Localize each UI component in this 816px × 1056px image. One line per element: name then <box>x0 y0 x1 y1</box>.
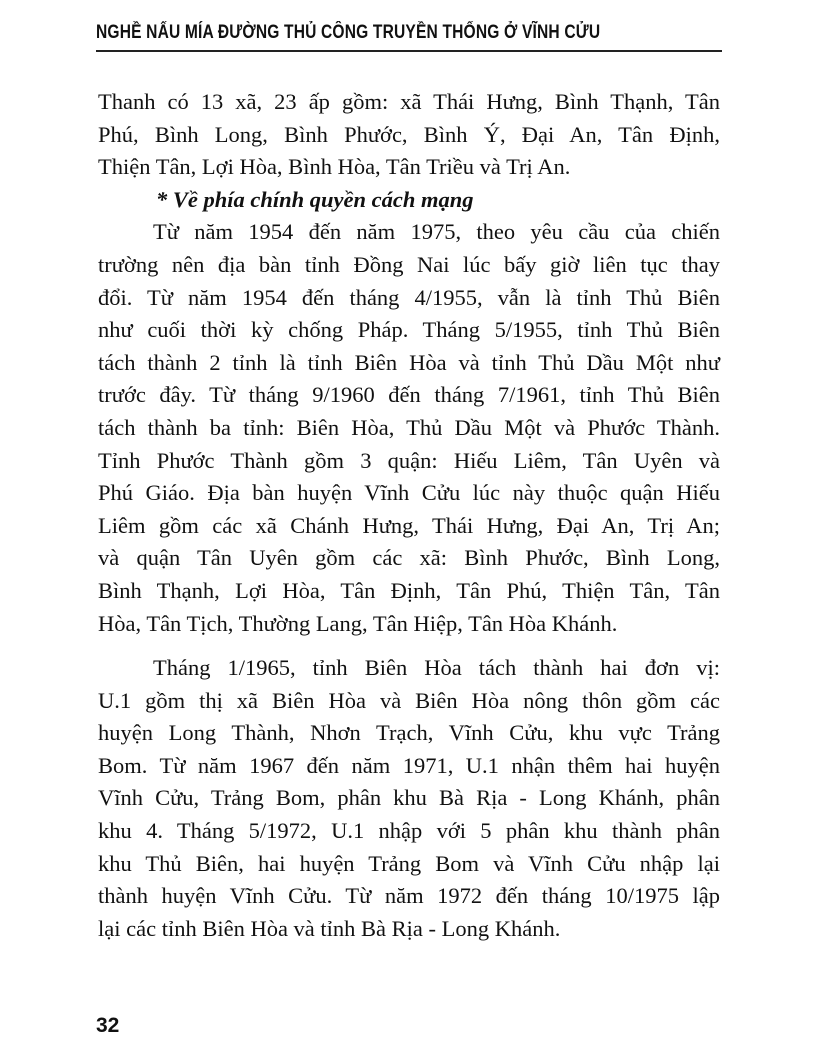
text-line: trường nên địa bàn tỉnh Đồng Nai lúc bấy giờ liên tục thay <box>98 251 720 277</box>
paragraph-gap <box>98 640 720 652</box>
running-header-title: NGHỀ NẤU MÍA ĐƯỜNG THỦ CÔNG TRUYỀN THỐNG Ở VĨNH CỬU <box>96 22 601 43</box>
text-line: khu 4. Tháng 5/1972, U.1 nhập với 5 phân khu thành phân <box>98 818 720 844</box>
text-line: Từ năm 1954 đến năm 1975, theo yêu cầu của chiến <box>153 219 720 245</box>
text-line: tách thành 2 tỉnh là tỉnh Biên Hòa và tỉnh Thủ Dầu Một như <box>98 349 720 375</box>
text-line: khu Thủ Biên, hai huyện Trảng Bom và Vĩnh Cửu nhập lại <box>98 850 720 876</box>
page-body <box>98 86 720 945</box>
text-line: thành huyện Vĩnh Cửu. Từ năm 1972 đến tháng 10/1975 lập <box>98 883 720 909</box>
text-line: Tháng 1/1965, tỉnh Biên Hòa tách thành hai đơn vị: <box>153 655 720 681</box>
section-subheading: * Về phía chính quyền cách mạng <box>156 186 474 212</box>
text-line: và quận Tân Uyên gồm các xã: Bình Phước, Bình Long, <box>98 545 720 571</box>
text-line: huyện Long Thành, Nhơn Trạch, Vĩnh Cửu, khu vực Trảng <box>98 720 720 746</box>
text-line: đổi. Từ năm 1954 đến tháng 4/1955, vẫn là tỉnh Thủ Biên <box>98 284 720 310</box>
paragraph-continuation <box>98 86 720 184</box>
text-line: Phú, Bình Long, Bình Phước, Bình Ý, Đại An, Tân Định, <box>98 121 720 147</box>
paragraph-revolutionary-government <box>98 216 720 640</box>
page-number: 32 <box>96 1014 120 1037</box>
text-line: trước đây. Từ tháng 9/1960 đến tháng 7/1961, tỉnh Thủ Biên <box>98 382 720 408</box>
text-line: lại các tỉnh Biên Hòa và tỉnh Bà Rịa - Long Khánh. <box>98 915 561 941</box>
text-line: U.1 gồm thị xã Biên Hòa và Biên Hòa nông thôn gồm các <box>98 687 720 713</box>
text-line: tách thành ba tỉnh: Biên Hòa, Thủ Dầu Một và Phước Thành. <box>98 414 720 440</box>
text-line: Tỉnh Phước Thành gồm 3 quận: Hiếu Liêm, Tân Uyên và <box>98 447 720 473</box>
header-divider <box>96 50 722 52</box>
paragraph-bien-hoa-split <box>98 652 720 945</box>
text-line: Bom. Từ năm 1967 đến năm 1971, U.1 nhận thêm hai huyện <box>98 752 720 778</box>
text-line: Thiện Tân, Lợi Hòa, Bình Hòa, Tân Triều và Trị An. <box>98 154 571 180</box>
text-line: như cuối thời kỳ chống Pháp. Tháng 5/1955, tỉnh Thủ Biên <box>98 317 720 343</box>
text-line: Hòa, Tân Tịch, Thường Lang, Tân Hiệp, Tân Hòa Khánh. <box>98 610 618 636</box>
text-line: Thanh có 13 xã, 23 ấp gồm: xã Thái Hưng, Bình Thạnh, Tân <box>98 89 720 114</box>
text-line: Bình Thạnh, Lợi Hòa, Tân Định, Tân Phú, Thiện Tân, Tân <box>98 577 720 603</box>
text-line: Phú Giáo. Địa bàn huyện Vĩnh Cửu lúc này thuộc quận Hiếu <box>98 480 720 506</box>
text-line: Liêm gồm các xã Chánh Hưng, Thái Hưng, Đại An, Trị An; <box>98 512 720 538</box>
text-line: Vĩnh Cửu, Trảng Bom, phân khu Bà Rịa - Long Khánh, phân <box>98 785 720 811</box>
